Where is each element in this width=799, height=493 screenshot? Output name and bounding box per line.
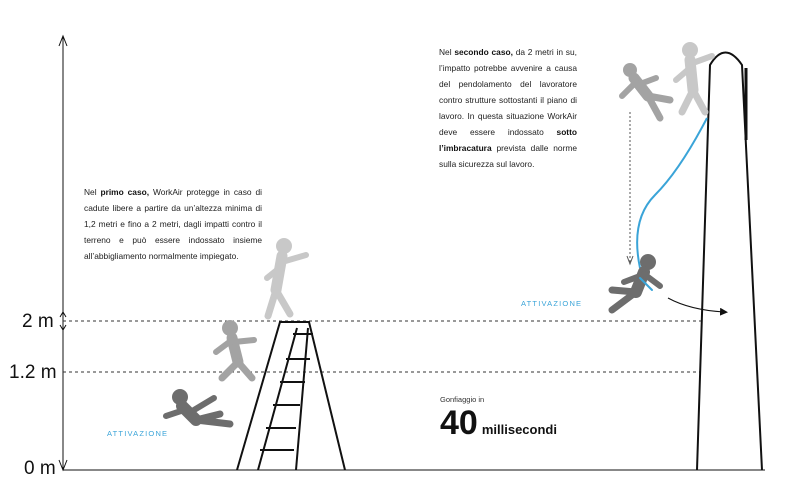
case2-highlight: secondo caso, — [454, 47, 513, 57]
tall-structure — [697, 53, 762, 471]
case1-text: WorkAir protegge in caso di cadute libere a partire da un’altezza minima di 1,2 metri e fino a 2 metri, dagli impatti contro il terreno e può essere indossato insieme all’abbigliamento normalmente impiegato. — [84, 187, 262, 261]
case2-highlight2: sotto l’imbracatura — [439, 127, 577, 153]
activation-label-right: ATTIVAZIONE — [521, 299, 583, 308]
inflation-value: 40 — [440, 404, 478, 442]
case1-prefix: Nel — [84, 187, 101, 197]
worker-standing-figure — [267, 238, 306, 316]
case2-text1: da 2 metri in su, l’impatto potrebbe avvenire a causa del pendolamento del lavoratore contro strutture sottostanti il piano di lavoro. In questa situazione WorkAir deve essere indossato — [439, 47, 577, 137]
inflation-caption: Gonfiaggio in — [440, 395, 485, 404]
worker-tumbling-figure — [622, 63, 670, 118]
activation-label-left: ATTIVAZIONE — [107, 429, 169, 438]
inflation-time — [440, 404, 557, 443]
worker-top-figure — [676, 42, 712, 112]
case1-paragraph — [84, 184, 262, 264]
worker-falling-figure — [216, 320, 254, 378]
swing-arrow — [668, 298, 724, 312]
inflation-unit: millisecondi — [481, 422, 557, 437]
case2-paragraph — [439, 44, 577, 172]
safety-rope — [637, 118, 707, 268]
case2-prefix: Nel — [439, 47, 455, 57]
axis-label-2m: 2 m — [22, 311, 54, 332]
ladder — [237, 322, 345, 470]
worker-suspended-figure — [612, 254, 660, 310]
worker-landed-figure — [166, 389, 230, 424]
axis-label-1-2m: 1.2 m — [9, 362, 57, 383]
case1-highlight: primo caso, — [100, 187, 150, 197]
case2-text2: prevista dalle norme sulla sicurezza sul lavoro. — [439, 143, 577, 169]
axis-label-0m: 0 m — [24, 458, 56, 479]
